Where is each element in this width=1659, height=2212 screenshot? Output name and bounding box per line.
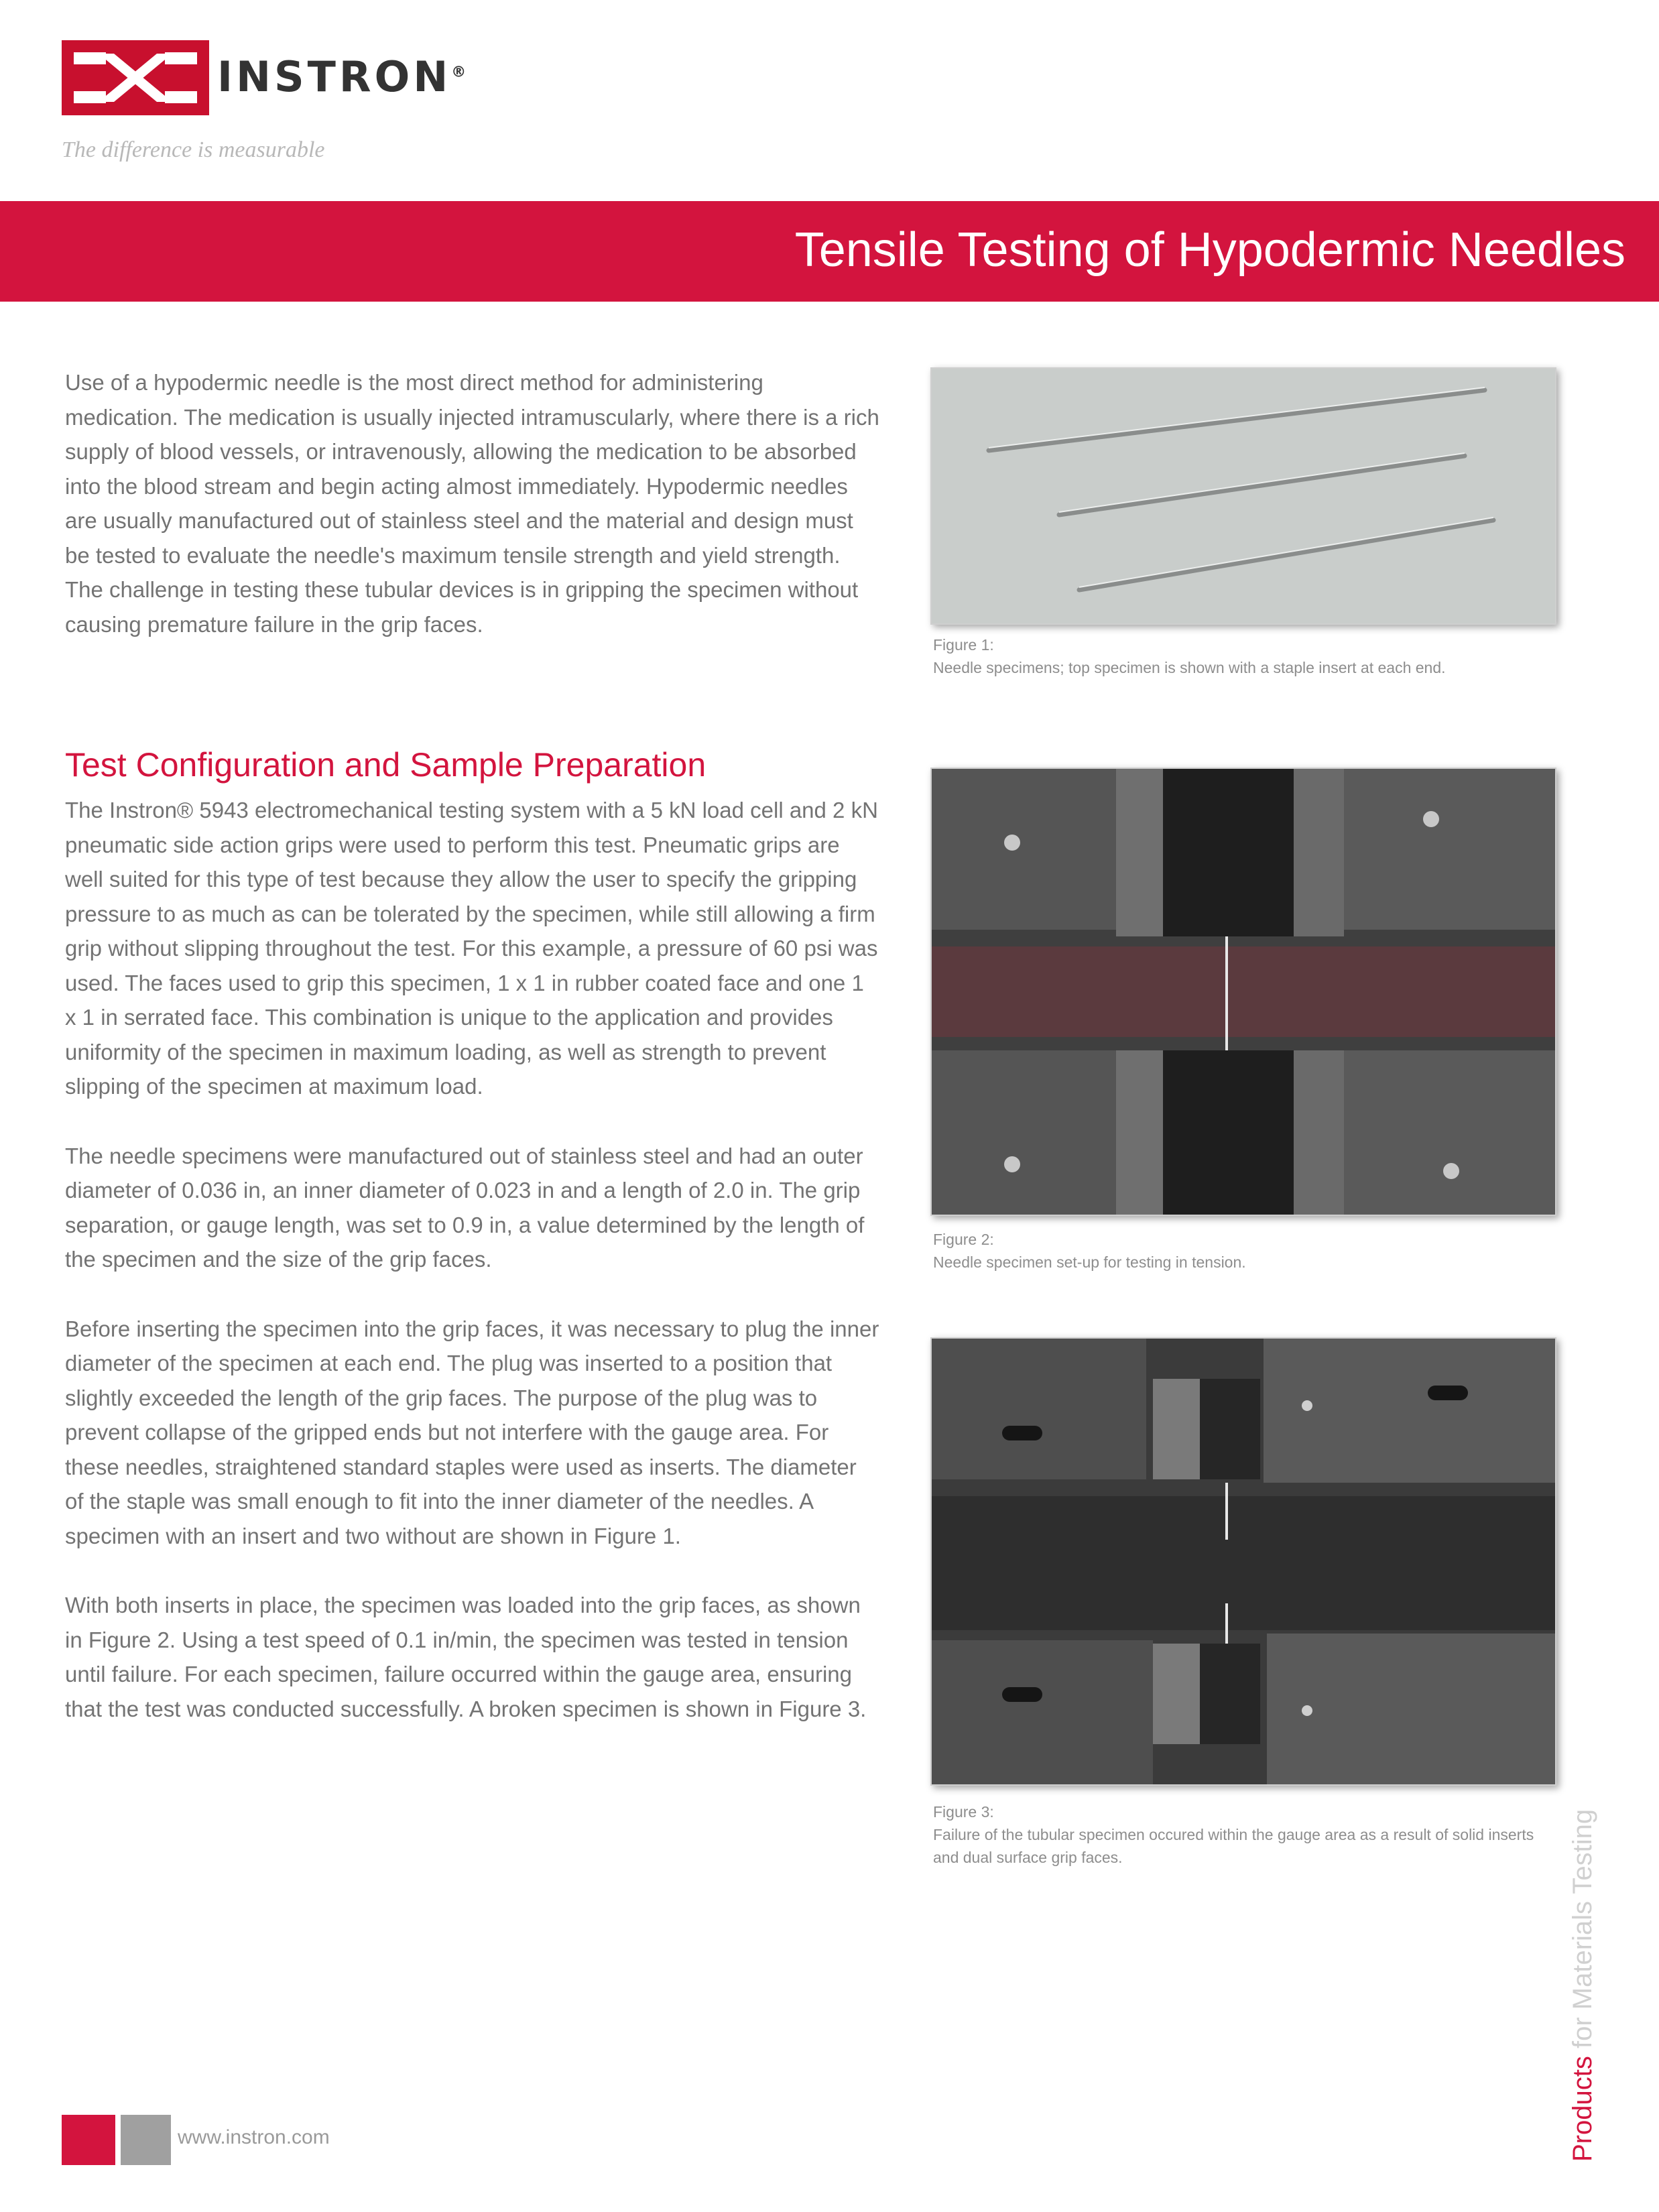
side-label-prefix: Products bbox=[1568, 2056, 1597, 2162]
body-paragraph: Before inserting the specimen into the grip faces, it was necessary to plug the inner diameter of the specimen at each end. The plug was inserted to a position that slightly exceeded the length of the grip faces. The purpose of the plug was to prevent collapse of the gripped ends but not interfere with the gauge area. For these needles, straightened standard staples were used as inserts. The diameter of the staple was small enough to fit into the inner diameter of the needles. A specimen with an insert and two without are shown in Figure 1. bbox=[65, 1316, 879, 1548]
side-label-suffix: for Materials Testing bbox=[1568, 1808, 1597, 2056]
figure-2-label: Figure 2: bbox=[933, 1231, 994, 1248]
needle-specimens-photo bbox=[932, 369, 1555, 623]
section-body bbox=[65, 793, 879, 1761]
figure-3-image bbox=[930, 1337, 1556, 1786]
figure-3-text: Failure of the tubular specimen occured within the gauge area as a result of solid inserts and dual surface grip faces. bbox=[933, 1826, 1534, 1866]
instron-logo bbox=[62, 40, 491, 121]
figure-1-label: Figure 1: bbox=[933, 636, 994, 654]
section-heading: Test Configuration and Sample Preparation bbox=[65, 746, 706, 784]
figure-1-text: Needle specimens; top specimen is shown with a staple insert at each end. bbox=[933, 659, 1446, 676]
body-paragraph: With both inserts in place, the specimen was loaded into the grip faces, as shown in Figure 2. Using a test speed of 0.1 in/min, the specimen was tested in tension until failure. For each specimen, failure occurred within the gauge area, ensuring that the test was conducted successfully. A broken specimen is shown in Figure 3. bbox=[65, 1593, 867, 1721]
figure-1-image bbox=[930, 367, 1556, 625]
page-title: Tensile Testing of Hypodermic Needles bbox=[794, 223, 1625, 277]
figure-2-image bbox=[930, 767, 1556, 1216]
side-label bbox=[1568, 1809, 1598, 2162]
figure-2-text: Needle specimen set-up for testing in tension. bbox=[933, 1253, 1246, 1271]
logo-wordmark: INSTRON® bbox=[217, 52, 470, 101]
footer-url[interactable]: www.instron.com bbox=[178, 2126, 330, 2148]
instron-emblem-icon bbox=[62, 40, 209, 115]
footer-grey-square bbox=[121, 2115, 171, 2165]
figure-2-caption bbox=[933, 1228, 1536, 1274]
intro-paragraph: Use of a hypodermic needle is the most direct method for administering medication. The medication is usually injected intramuscularly, where there is a rich supply of blood vessels, or intravenously, allowing the medication to be absorbed into the blood stream and begin acting almost immediately. Hypodermic needles are usually manufactured out of stainless steel and the material and design must be tested to evaluate the needle's maximum tensile strength and yield strength. The challenge in testing these tubular devices is in gripping the specimen without causing premature failure in the grip faces. bbox=[65, 370, 879, 637]
logo-mark bbox=[62, 40, 209, 115]
footer-red-square bbox=[62, 2115, 115, 2165]
body-paragraph: The needle specimens were manufactured out of stainless steel and had an outer diameter of 0.036 in, an inner diameter of 0.023 in and a length of 2.0 in. The grip separation, or gauge length, was set to 0.9 in, a value determined by the length of the specimen and the size of the grip faces. bbox=[65, 1143, 865, 1272]
intro-section bbox=[65, 365, 879, 676]
figure-1-caption bbox=[933, 633, 1536, 679]
failed-specimen-photo bbox=[932, 1339, 1555, 1784]
figure-3-caption bbox=[933, 1800, 1536, 1869]
body-paragraph: The Instron® 5943 electromechanical testing system with a 5 kN load cell and 2 kN pneumatic side action grips were used to perform this test. Pneumatic grips are well suited for this type of test because they allow the user to specify the gripping pressure to as much as can be tolerated by the specimen, while still allowing a firm grip without slipping throughout the test. For this example, a pressure of 60 psi was used. The faces used to grip this specimen, 1 x 1 in rubber coated face and one 1 x 1 in serrated face. This combination is unique to the application and provides uniformity of the specimen in maximum loading, as well as strength to prevent slipping of the specimen at maximum load. bbox=[65, 798, 878, 1099]
grip-setup-photo bbox=[932, 769, 1555, 1215]
brand-tagline: The difference is measurable bbox=[62, 137, 325, 162]
figure-3-label: Figure 3: bbox=[933, 1803, 994, 1821]
